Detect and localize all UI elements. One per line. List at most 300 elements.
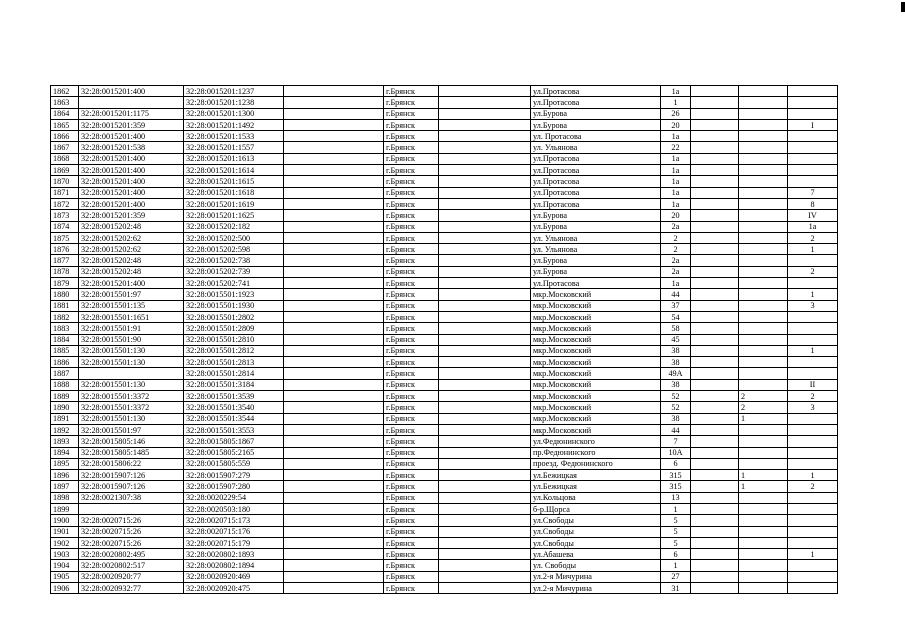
table-row [51, 266, 838, 277]
house-number-cell: 2а [661, 266, 691, 277]
city-cell: г.Брянск [384, 131, 439, 142]
parcel-cadastral-number: 32:28:0015202:48 [79, 255, 184, 266]
city-cell: г.Брянск [384, 198, 439, 209]
object-cadastral-number: 32:28:0015501:2802 [184, 311, 284, 322]
street-cell: ул.Протасова [531, 97, 661, 108]
extra-cell-1 [691, 402, 739, 413]
house-number-cell: 315 [661, 470, 691, 481]
extra-cell-2 [739, 560, 788, 571]
row-number: 1864 [51, 108, 79, 119]
street-cell: ул.2-я Мичурина [531, 571, 661, 582]
extra-cell-3: 2 [788, 266, 838, 277]
street-cell: ул. Ульянова [531, 232, 661, 243]
empty-cell [439, 210, 531, 221]
row-number: 1906 [51, 583, 79, 594]
empty-cell [284, 436, 384, 447]
parcel-cadastral-number: 32:28:0015201:400 [79, 165, 184, 176]
extra-cell-3 [788, 515, 838, 526]
empty-cell [439, 97, 531, 108]
empty-cell [284, 210, 384, 221]
city-cell: г.Брянск [384, 187, 439, 198]
city-cell: г.Брянск [384, 86, 439, 97]
row-number: 1870 [51, 176, 79, 187]
row-number: 1867 [51, 142, 79, 153]
extra-cell-3: 3 [788, 402, 838, 413]
parcel-cadastral-number: 32:28:0021307:38 [79, 492, 184, 503]
extra-cell-1 [691, 244, 739, 255]
row-number: 1866 [51, 131, 79, 142]
table-row [51, 198, 838, 209]
extra-cell-1 [691, 424, 739, 435]
city-cell: г.Брянск [384, 210, 439, 221]
object-cadastral-number: 32:28:0015201:1492 [184, 119, 284, 130]
extra-cell-1 [691, 165, 739, 176]
table-row [51, 515, 838, 526]
extra-cell-3: 1 [788, 244, 838, 255]
empty-cell [284, 560, 384, 571]
city-cell: г.Брянск [384, 470, 439, 481]
street-cell: ул.Абашева [531, 549, 661, 560]
city-cell: г.Брянск [384, 357, 439, 368]
city-cell: г.Брянск [384, 108, 439, 119]
empty-cell [284, 345, 384, 356]
empty-cell [284, 119, 384, 130]
object-cadastral-number: 32:28:0015805:559 [184, 458, 284, 469]
extra-cell-1 [691, 86, 739, 97]
extra-cell-3 [788, 458, 838, 469]
table-row [51, 345, 838, 356]
parcel-cadastral-number: 32:28:0020715:26 [79, 515, 184, 526]
empty-cell [284, 526, 384, 537]
object-cadastral-number: 32:28:0015501:3540 [184, 402, 284, 413]
empty-cell [439, 424, 531, 435]
extra-cell-3: 2 [788, 391, 838, 402]
empty-cell [284, 583, 384, 594]
street-cell: мкр.Московский [531, 424, 661, 435]
extra-cell-3: 2 [788, 481, 838, 492]
city-cell: г.Брянск [384, 391, 439, 402]
extra-cell-3 [788, 255, 838, 266]
empty-cell [284, 503, 384, 514]
street-cell: ул.Бурова [531, 221, 661, 232]
empty-cell [284, 97, 384, 108]
row-number: 1904 [51, 560, 79, 571]
house-number-cell: 2а [661, 255, 691, 266]
extra-cell-2 [739, 583, 788, 594]
extra-cell-1 [691, 323, 739, 334]
object-cadastral-number: 32:28:0015201:1238 [184, 97, 284, 108]
extra-cell-3 [788, 583, 838, 594]
parcel-cadastral-number: 32:28:0015805:146 [79, 436, 184, 447]
row-number: 1900 [51, 515, 79, 526]
street-cell: ул.Бурова [531, 266, 661, 277]
street-cell: ул.Свободы [531, 526, 661, 537]
row-number: 1878 [51, 266, 79, 277]
extra-cell-1 [691, 187, 739, 198]
parcel-cadastral-number: 32:28:0015501:130 [79, 413, 184, 424]
object-cadastral-number: 32:28:0015201:1614 [184, 165, 284, 176]
row-number: 1890 [51, 402, 79, 413]
extra-cell-1 [691, 583, 739, 594]
house-number-cell: 5 [661, 515, 691, 526]
city-cell: г.Брянск [384, 266, 439, 277]
object-cadastral-number: 32:28:0020229:54 [184, 492, 284, 503]
extra-cell-3 [788, 526, 838, 537]
object-cadastral-number: 32:28:0015201:1625 [184, 210, 284, 221]
city-cell: г.Брянск [384, 300, 439, 311]
extra-cell-1 [691, 481, 739, 492]
extra-cell-1 [691, 503, 739, 514]
row-number: 1862 [51, 86, 79, 97]
parcel-cadastral-number: 32:28:0020802:495 [79, 549, 184, 560]
empty-cell [284, 131, 384, 142]
extra-cell-1 [691, 379, 739, 390]
city-cell: г.Брянск [384, 560, 439, 571]
house-number-cell: 7 [661, 436, 691, 447]
parcel-cadastral-number: 32:28:0015501:135 [79, 300, 184, 311]
extra-cell-3: 1 [788, 289, 838, 300]
city-cell: г.Брянск [384, 334, 439, 345]
extra-cell-2 [739, 142, 788, 153]
extra-cell-3 [788, 278, 838, 289]
object-cadastral-number: 32:28:0015201:1615 [184, 176, 284, 187]
extra-cell-2 [739, 492, 788, 503]
street-cell: мкр.Московский [531, 391, 661, 402]
object-cadastral-number: 32:28:0020802:1894 [184, 560, 284, 571]
house-number-cell: 52 [661, 391, 691, 402]
extra-cell-1 [691, 232, 739, 243]
street-cell: мкр.Московский [531, 402, 661, 413]
parcel-cadastral-number: 32:28:0015501:1651 [79, 311, 184, 322]
street-cell: ул.2-я Мичурина [531, 583, 661, 594]
city-cell: г.Брянск [384, 244, 439, 255]
empty-cell [439, 357, 531, 368]
empty-cell [439, 176, 531, 187]
empty-cell [284, 108, 384, 119]
row-number: 1865 [51, 119, 79, 130]
street-cell: ул.Кольцова [531, 492, 661, 503]
extra-cell-1 [691, 537, 739, 548]
empty-cell [439, 198, 531, 209]
object-cadastral-number: 32:28:0015501:2810 [184, 334, 284, 345]
object-cadastral-number: 32:28:0020802:1893 [184, 549, 284, 560]
house-number-cell: 1а [661, 278, 691, 289]
city-cell: г.Брянск [384, 379, 439, 390]
extra-cell-3: 7 [788, 187, 838, 198]
row-number: 1888 [51, 379, 79, 390]
empty-cell [284, 424, 384, 435]
table-row [51, 402, 838, 413]
extra-cell-1 [691, 549, 739, 560]
city-cell: г.Брянск [384, 345, 439, 356]
house-number-cell: 38 [661, 357, 691, 368]
parcel-cadastral-number: 32:28:0015501:90 [79, 334, 184, 345]
parcel-cadastral-number: 32:28:0015806:22 [79, 458, 184, 469]
object-cadastral-number: 32:28:0015201:1618 [184, 187, 284, 198]
row-number: 1874 [51, 221, 79, 232]
city-cell: г.Брянск [384, 537, 439, 548]
extra-cell-2 [739, 424, 788, 435]
parcel-cadastral-number: 32:28:0015202:48 [79, 221, 184, 232]
extra-cell-3 [788, 436, 838, 447]
extra-cell-3 [788, 153, 838, 164]
empty-cell [284, 255, 384, 266]
row-number: 1885 [51, 345, 79, 356]
table-row [51, 86, 838, 97]
empty-cell [284, 492, 384, 503]
object-cadastral-number: 32:28:0015805:1867 [184, 436, 284, 447]
row-number: 1886 [51, 357, 79, 368]
street-cell: ул.Свободы [531, 515, 661, 526]
house-number-cell: 44 [661, 289, 691, 300]
house-number-cell: 38 [661, 345, 691, 356]
extra-cell-3 [788, 131, 838, 142]
street-cell: мкр.Московский [531, 368, 661, 379]
city-cell: г.Брянск [384, 221, 439, 232]
parcel-cadastral-number: 32:28:0015907:126 [79, 481, 184, 492]
house-number-cell: 1а [661, 187, 691, 198]
empty-cell [439, 402, 531, 413]
extra-cell-1 [691, 221, 739, 232]
street-cell: ул.Протасова [531, 176, 661, 187]
parcel-cadastral-number: 32:28:0015501:130 [79, 357, 184, 368]
row-number: 1903 [51, 549, 79, 560]
empty-cell [439, 492, 531, 503]
table-row [51, 368, 838, 379]
street-cell: ул.Бежицкая [531, 481, 661, 492]
house-number-cell: 315 [661, 481, 691, 492]
extra-cell-2: 1 [739, 481, 788, 492]
table-row [51, 278, 838, 289]
parcel-cadastral-number: 32:28:0015907:126 [79, 470, 184, 481]
extra-cell-2 [739, 458, 788, 469]
empty-cell [284, 323, 384, 334]
empty-cell [439, 311, 531, 322]
extra-cell-3 [788, 334, 838, 345]
extra-cell-3 [788, 424, 838, 435]
parcel-cadastral-number: 32:28:0015201:400 [79, 86, 184, 97]
object-cadastral-number: 32:28:0020715:173 [184, 515, 284, 526]
parcel-cadastral-number: 32:28:0015501:97 [79, 424, 184, 435]
table-row [51, 391, 838, 402]
table-row [51, 108, 838, 119]
extra-cell-2 [739, 119, 788, 130]
parcel-cadastral-number: 32:28:0015501:97 [79, 289, 184, 300]
extra-cell-3: I [788, 119, 838, 130]
empty-cell [439, 131, 531, 142]
city-cell: г.Брянск [384, 368, 439, 379]
extra-cell-2 [739, 278, 788, 289]
row-number: 1892 [51, 424, 79, 435]
extra-cell-3 [788, 142, 838, 153]
street-cell: мкр.Московский [531, 334, 661, 345]
city-cell: г.Брянск [384, 549, 439, 560]
empty-cell [284, 142, 384, 153]
object-cadastral-number: 32:28:0015907:280 [184, 481, 284, 492]
extra-cell-2 [739, 266, 788, 277]
object-cadastral-number: 32:28:0015202:738 [184, 255, 284, 266]
extra-cell-2 [739, 187, 788, 198]
empty-cell [439, 503, 531, 514]
street-cell: мкр.Московский [531, 289, 661, 300]
row-number: 1871 [51, 187, 79, 198]
extra-cell-2 [739, 323, 788, 334]
object-cadastral-number: 32:28:0015501:1930 [184, 300, 284, 311]
row-number: 1875 [51, 232, 79, 243]
house-number-cell: 1а [661, 198, 691, 209]
parcel-cadastral-number: 32:28:0015501:130 [79, 379, 184, 390]
parcel-cadastral-number: 32:28:0015805:1485 [79, 447, 184, 458]
object-cadastral-number: 32:28:0015501:3544 [184, 413, 284, 424]
extra-cell-2: 2 [739, 402, 788, 413]
row-number: 1884 [51, 334, 79, 345]
table-row [51, 232, 838, 243]
table-row [51, 323, 838, 334]
empty-cell [439, 255, 531, 266]
object-cadastral-number: 32:28:0020503:180 [184, 503, 284, 514]
city-cell: г.Брянск [384, 97, 439, 108]
extra-cell-3 [788, 447, 838, 458]
city-cell: г.Брянск [384, 436, 439, 447]
extra-cell-3: 3 [788, 300, 838, 311]
street-cell: ул.Федюнинского [531, 436, 661, 447]
empty-cell [284, 86, 384, 97]
object-cadastral-number: 32:28:0015501:3539 [184, 391, 284, 402]
house-number-cell: 6 [661, 458, 691, 469]
extra-cell-1 [691, 289, 739, 300]
table-row [51, 176, 838, 187]
object-cadastral-number: 32:28:0015501:2809 [184, 323, 284, 334]
extra-cell-3 [788, 357, 838, 368]
parcel-cadastral-number: 32:28:0015501:91 [79, 323, 184, 334]
row-number: 1869 [51, 165, 79, 176]
extra-cell-1 [691, 560, 739, 571]
row-number: 1877 [51, 255, 79, 266]
table-row [51, 153, 838, 164]
city-cell: г.Брянск [384, 255, 439, 266]
extra-cell-3 [788, 176, 838, 187]
extra-cell-1 [691, 357, 739, 368]
empty-cell [284, 334, 384, 345]
row-number: 1872 [51, 198, 79, 209]
empty-cell [439, 515, 531, 526]
empty-cell [284, 413, 384, 424]
city-cell: г.Брянск [384, 503, 439, 514]
extra-cell-2 [739, 537, 788, 548]
table-row [51, 458, 838, 469]
empty-cell [439, 549, 531, 560]
parcel-cadastral-number: 32:28:0015201:400 [79, 176, 184, 187]
street-cell: мкр.Московский [531, 300, 661, 311]
table-row [51, 255, 838, 266]
empty-cell [284, 470, 384, 481]
extra-cell-1 [691, 436, 739, 447]
house-number-cell: 44 [661, 424, 691, 435]
table-row [51, 571, 838, 582]
row-number: 1887 [51, 368, 79, 379]
extra-cell-2 [739, 97, 788, 108]
empty-cell [284, 300, 384, 311]
table-row [51, 560, 838, 571]
object-cadastral-number: 32:28:0015202:598 [184, 244, 284, 255]
street-cell: ул.Бежицкая [531, 470, 661, 481]
empty-cell [439, 142, 531, 153]
street-cell: ул.Бурова [531, 255, 661, 266]
parcel-cadastral-number: 32:28:0015202:62 [79, 244, 184, 255]
object-cadastral-number: 32:28:0015201:1557 [184, 142, 284, 153]
city-cell: г.Брянск [384, 571, 439, 582]
object-cadastral-number: 32:28:0020715:176 [184, 526, 284, 537]
parcel-cadastral-number: 32:28:0015201:359 [79, 210, 184, 221]
table-row [51, 97, 838, 108]
city-cell: г.Брянск [384, 492, 439, 503]
extra-cell-3 [788, 560, 838, 571]
empty-cell [284, 244, 384, 255]
row-number: 1901 [51, 526, 79, 537]
object-cadastral-number: 32:28:0020920:469 [184, 571, 284, 582]
city-cell: г.Брянск [384, 165, 439, 176]
row-number: 1876 [51, 244, 79, 255]
parcel-cadastral-number: 32:28:0015201:400 [79, 153, 184, 164]
object-cadastral-number: 32:28:0015805:2165 [184, 447, 284, 458]
street-cell: пр.Федюнинского [531, 447, 661, 458]
empty-cell [439, 470, 531, 481]
extra-cell-3: 1а [788, 221, 838, 232]
street-cell: ул.Бурова [531, 108, 661, 119]
object-cadastral-number: 32:28:0015202:182 [184, 221, 284, 232]
street-cell: ул.Протасова [531, 278, 661, 289]
extra-cell-2: 2 [739, 391, 788, 402]
table-row [51, 221, 838, 232]
extra-cell-1 [691, 255, 739, 266]
street-cell: ул. Свободы [531, 560, 661, 571]
row-number: 1893 [51, 436, 79, 447]
extra-cell-1 [691, 458, 739, 469]
empty-cell [439, 187, 531, 198]
empty-cell [439, 537, 531, 548]
empty-cell [284, 165, 384, 176]
extra-cell-2 [739, 549, 788, 560]
city-cell: г.Брянск [384, 458, 439, 469]
extra-cell-1 [691, 492, 739, 503]
empty-cell [439, 447, 531, 458]
row-number: 1897 [51, 481, 79, 492]
house-number-cell: 27 [661, 571, 691, 582]
house-number-cell: 49А [661, 368, 691, 379]
object-cadastral-number: 32:28:0015202:739 [184, 266, 284, 277]
house-number-cell: 38 [661, 379, 691, 390]
parcel-cadastral-number: 32:28:0015201:538 [79, 142, 184, 153]
extra-cell-1 [691, 413, 739, 424]
house-number-cell: 26 [661, 108, 691, 119]
street-cell: мкр.Московский [531, 323, 661, 334]
empty-cell [284, 266, 384, 277]
street-cell: ул.Протасова [531, 86, 661, 97]
table-row [51, 447, 838, 458]
row-number: 1863 [51, 97, 79, 108]
register-body [51, 86, 838, 594]
object-cadastral-number: 32:28:0015501:2814 [184, 368, 284, 379]
table-row [51, 357, 838, 368]
row-number: 1894 [51, 447, 79, 458]
house-number-cell: 6 [661, 549, 691, 560]
empty-cell [284, 515, 384, 526]
table-row [51, 549, 838, 560]
house-number-cell: 1а [661, 131, 691, 142]
table-row [51, 334, 838, 345]
extra-cell-2 [739, 198, 788, 209]
house-number-cell: 1а [661, 165, 691, 176]
